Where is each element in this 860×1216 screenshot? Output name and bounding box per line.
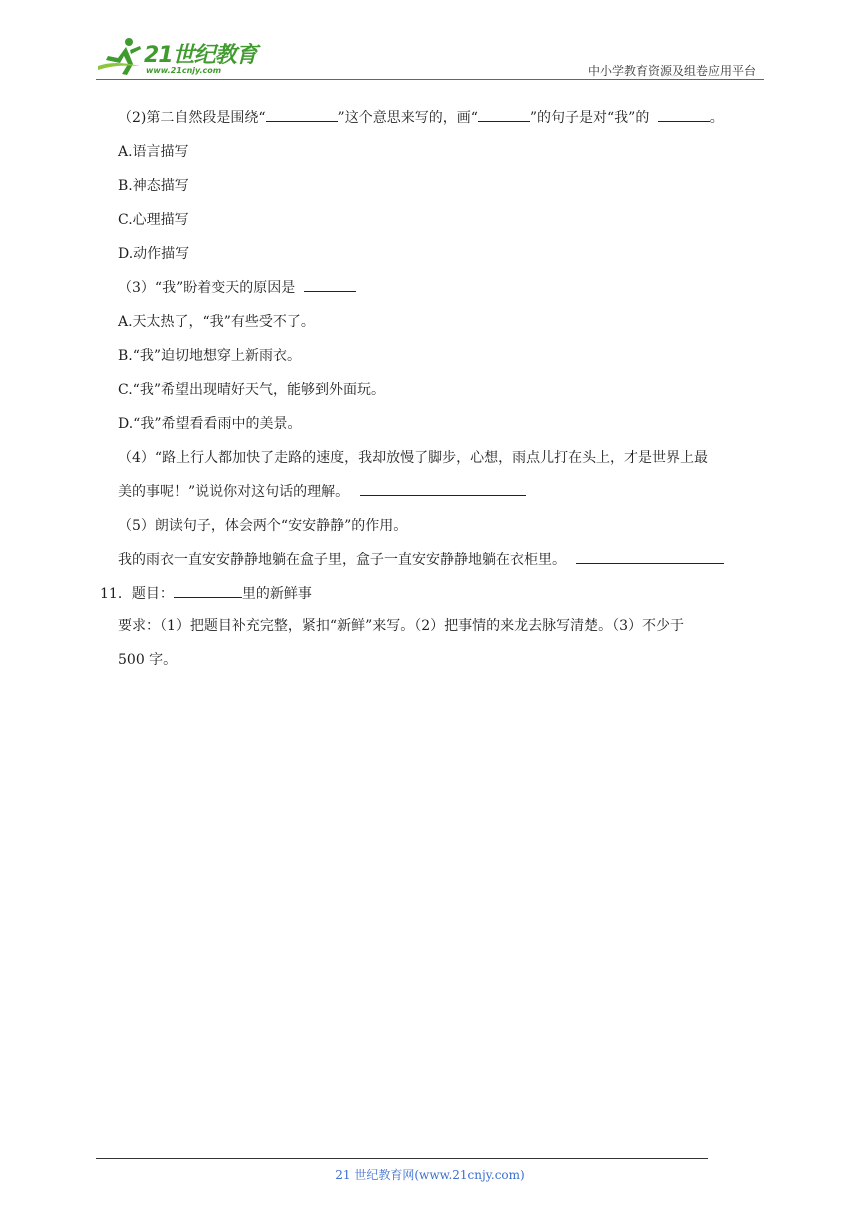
q2-option-d[interactable]: D.动作描写	[118, 246, 190, 262]
q11-requirements-line-1: 要求：（1）把题目补充完整，紧扣“新鲜”来写。（2）把事情的来龙去脉写清楚。（3）不少于	[118, 618, 685, 634]
page-header	[96, 36, 764, 80]
q11-requirements-line-2: 500 字。	[118, 652, 178, 668]
logo-url: www.21cnjy.com	[146, 66, 222, 75]
q5-sentence: 我的雨衣一直安安静静地躺在盒子里，盒子一直安安静静地躺在衣柜里。	[118, 549, 724, 569]
runner-icon	[96, 36, 146, 80]
q11-title: 11．题目： 里的新鲜事	[100, 583, 312, 603]
q3-blank[interactable]	[304, 277, 356, 292]
footer-divider	[96, 1158, 708, 1159]
q2-blank-3[interactable]	[658, 107, 710, 122]
q2-option-b[interactable]: B.神态描写	[118, 178, 189, 194]
footer-text[interactable]: 21 世纪教育网(www.21cnjy.com)	[335, 1168, 525, 1182]
q4-stem-line-1: （4）“路上行人都加快了走路的速度，我却放慢了脚步，心想，雨点儿打在头上，才是世界上最	[118, 450, 709, 466]
q5-answer-blank[interactable]	[576, 549, 724, 564]
q2-blank-2[interactable]	[478, 107, 530, 122]
q2-stem: （2)第二自然段是围绕“ ”这个意思来写的，画“ ”的句子是对“我”的 。	[118, 107, 724, 127]
q3-option-c[interactable]: C.“我”希望出现晴好天气，能够到外面玩。	[118, 382, 385, 398]
q3-stem: （3）“我”盼着变天的原因是	[118, 277, 356, 297]
q11-title-blank[interactable]	[174, 583, 242, 598]
q2-option-c[interactable]: C.心理描写	[118, 212, 189, 228]
q4-answer-blank[interactable]	[360, 481, 526, 496]
q3-option-a[interactable]: A.天太热了，“我”有些受不了。	[118, 314, 315, 330]
brand-logo	[96, 36, 266, 80]
header-divider	[96, 79, 764, 80]
q2-option-a[interactable]: A.语言描写	[118, 144, 189, 160]
q5-stem: （5）朗读句子，体会两个“安安静静”的作用。	[118, 518, 408, 534]
logo-text: 21世纪教育	[144, 43, 257, 68]
q3-option-d[interactable]: D.“我”希望看看雨中的美景。	[118, 416, 302, 432]
header-tagline: 中小学教育资源及组卷应用平台	[587, 64, 756, 78]
q4-stem-line-2: 美的事呢！”说说你对这句话的理解。	[118, 481, 526, 501]
q3-option-b[interactable]: B.“我”迫切地想穿上新雨衣。	[118, 348, 302, 364]
q2-blank-1[interactable]	[266, 107, 338, 122]
